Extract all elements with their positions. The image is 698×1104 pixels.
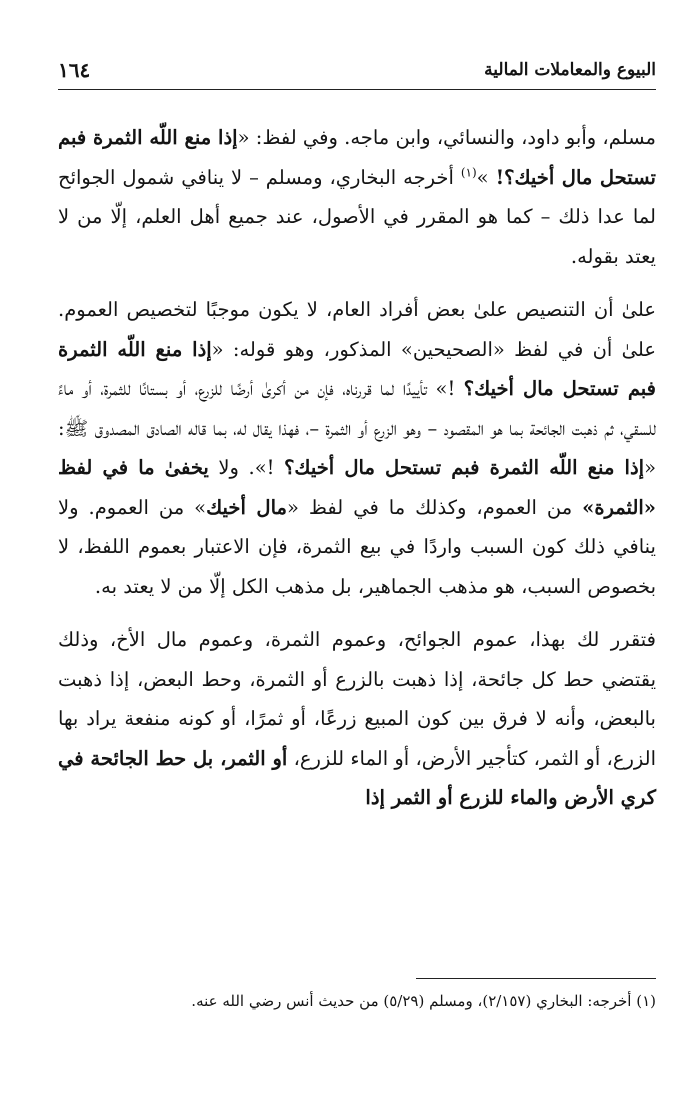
bold-text: إذا منع اللّه الثمرة فبم تستحل مال أخيك؟! [58, 126, 656, 189]
bold-text: يخفىٰ ما في لفظ «الثمرة» [58, 456, 656, 519]
text-segment: » [476, 165, 496, 189]
text-segment: أخرجه البخاري، ومسلم – لا ينافي شمول الجوائح لما عدا ذلك – كما هو المقرر في الأصول، عند جميع أهل العلم، إلّا من لا يعتد بقوله. [58, 165, 656, 268]
bold-text: مال أخيك [206, 495, 287, 519]
paragraph [58, 118, 656, 276]
text-segment: من العموم، وكذلك ما في لفظ « [287, 495, 583, 519]
bold-text: أو الثمر، بل حط الجائحة في كري الأرض والماء للزرع أو الثمر إذا [58, 746, 656, 809]
bold-text: إذا منع اللّه الثمرة فبم تستحل مال أخيك؟ [58, 337, 656, 400]
text-segment: علىٰ أن التنصيص علىٰ بعض أفراد العام، لا يكون موجبًا لتخصيص العموم. علىٰ أن في لفظ «الصحيحين» المذكور، وهو قوله: « [58, 298, 656, 361]
footnote: (١) أخرجه: البخاري (٢/١٥٧)، ومسلم (٥/٢٩) من حديث أنس رضي الله عنه. [191, 992, 656, 1010]
paragraph [58, 620, 656, 818]
header-rule [58, 89, 656, 90]
text-segment: » من العموم. ولا ينافي ذلك كون السبب واردًا في بيع الثمرة، فإن الاعتبار بعموم اللفظ، لا بخصوص السبب، هو مذهب الجماهير، بل مذهب الكل إلّا من لا يعتد به. [58, 495, 656, 598]
text-segment: مسلم، وأبو داود، والنسائي، وابن ماجه. وفي لفظ: « [237, 126, 656, 149]
body-text [58, 118, 656, 832]
footnote-marker: (١) [460, 165, 477, 179]
page-number: ١٦٤ [58, 58, 91, 82]
text-segment: !». ولا [208, 456, 285, 479]
text-segment: !» تأييدًا لما قررناه، فإن من أكرىٰ أرضًا للزرع، أو بستانًا للثمرة، أو ماءً للسقي، ثم ذهبت الجائحة بما هو المقصود – وهو الزرع أو الثمرة –، فهذا يقال له، بما قاله الصادق المصدوق ﷺ: « [58, 377, 656, 479]
page-header [58, 55, 656, 85]
text-segment: فتقرر لك بهذا، عموم الجوائح، وعموم الثمرة، وعموم مال الأخ، وذلك يقتضي حط كل جائحة، إذا ذهبت بالزرع أو الثمرة، وحط البعض، إذا ذهبت بالبعض، وأنه لا فرق بين كون المبيع زرعًا، أو ثمرًا، أو كونه منفعة يراد بها الزرع، أو الثمر، كتأجير الأرض، أو الماء للزرع، [58, 628, 656, 770]
paragraph [58, 290, 656, 606]
bold-text: إذا منع اللّه الثمرة فبم تستحل مال أخيك؟ [284, 456, 645, 479]
footnote-separator [416, 978, 656, 979]
running-title: البيوع والمعاملات المالية [484, 60, 656, 80]
